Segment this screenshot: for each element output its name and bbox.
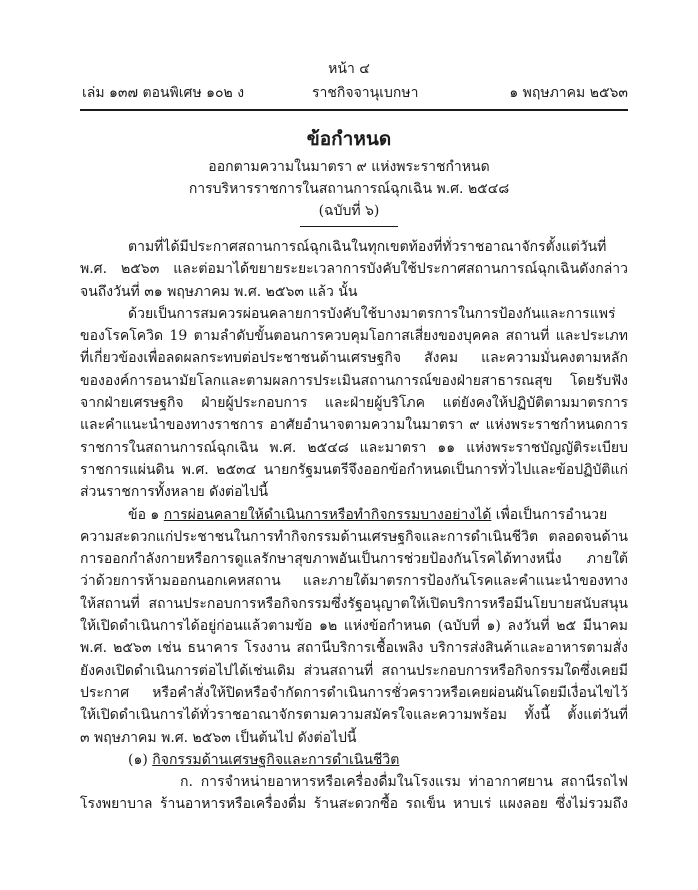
gazette-header [82,82,628,102]
paragraph-line: จากฝ่ายเศรษฐกิจ ฝ่ายผู้ประกอบการ และฝ่ายผู้บริโภค แต่ยังคงให้ปฏิบัติตามมาตรการ [80,395,628,412]
issue-number: (ฉบับที่ ๖) [318,203,380,219]
paragraph-line: ให้สถานที่ สถานประกอบการหรือกิจกรรมซึ่งรัฐอนุญาตให้เปิดบริการหรือมีนโยบายสนับสนุน [80,595,628,612]
paragraph-line: ขององค์การอนามัยโลกและตามผลการประเมินสถานการณ์ของฝ่ายสาธารณสุข โดยรับฟัง [80,372,628,389]
paragraph-line: ว่าด้วยการห้ามออกนอกเคหสถาน และภายใต้มาตรการป้องกันโรคและคำแนะนำของทาง [80,573,628,590]
paragraph-line: ประกาศ หรือคำสั่งให้ปิดหรือจำกัดการดำเนินการชั่วคราวหรือเคยผ่อนผันโดยมีเงื่อนไขไว้ [80,684,628,701]
header-rule [80,109,628,111]
clause-heading: การผ่อนคลายให้ดำเนินการหรือทำกิจกรรมบางอย่างได้ [163,506,492,523]
document-body [80,236,628,816]
document-title: ข้อกำหนด [306,128,392,150]
paragraph-line: ของโรคโควิด 19 ตามลำดับขั้นตอนการควบคุมโอกาสเสี่ยงของบุคคล สถานที่ และประเภท [80,328,628,345]
paragraph-line: และคำแนะนำของทางราชการ อาศัยอำนาจตามความในมาตรา ๙ แห่งพระราชกำหนดการ [80,417,628,434]
volume-info: เล่ม ๑๓๗ ตอนพิเศษ ๑๐๒ ง [82,85,245,101]
paragraph-line: ความสะดวกแก่ประชาชนในการทำกิจกรรมด้านเศรษฐกิจและการดำเนินชีวิต ตลอดจนด้าน [80,528,628,545]
item-number: (๑) [128,751,148,768]
paragraph-line: พ.ศ. ๒๕๖๓ เช่น ธนาคาร โรงงาน สถานีบริการเชื้อเพลิง บริการส่งสินค้าและอาหารตามสั่ง [80,640,628,657]
item-heading-line [80,749,628,771]
paragraph-line: ก. การจำหน่ายอาหารหรือเครื่องดื่มในโรงแรม ท่าอากาศยาน สถานีรถไฟ [180,774,628,791]
clause-heading-tail: เพื่อเป็นการอำนวย [495,506,608,523]
paragraph-line: ๓ พฤษภาคม พ.ศ. ๒๕๖๓ เป็นต้นไป ดังต่อไปนี้ [80,729,357,746]
publication-name: ราชกิจจานุเบกษา [312,85,419,101]
paragraph-line: ยังคงเปิดดำเนินการต่อไปได้เช่นเดิม ส่วนสถานที่ สถานประกอบการหรือกิจกรรมใดซึ่งเคยมี [80,662,628,679]
item-heading: กิจกรรมด้านเศรษฐกิจและการดำเนินชีวิต [152,751,400,768]
paragraph-line: ที่เกี่ยวข้องเพื่อลดผลกระทบต่อประชาชนด้านเศรษฐกิจ สังคม และความมั่นคงตามหลัก [80,350,628,367]
paragraph-line: ตามที่ได้มีประกาศสถานการณ์ฉุกเฉินในทุกเขตท้องที่ทั่วราชอาณาจักรตั้งแต่วันที่ [128,239,607,255]
paragraph-line: ให้เปิดดำเนินการได้ทั่วราชอาณาจักรตามความสมัครใจและความพร้อม ทั้งนี้ ตั้งแต่วันที่ [80,707,628,724]
clause-heading-line [80,504,628,526]
document-subtitle: ออกตามความในมาตรา ๙ แห่งพระราชกำหนด [208,159,490,175]
paragraph-line: การออกกำลังกายหรือการดูแลรักษาสุขภาพอันเป็นการช่วยป้องกันโรคได้ทางหนึ่ง ภายใต้ [80,551,628,568]
paragraph-line: ราชการแผ่นดิน พ.ศ. ๒๕๓๔ นายกรัฐมนตรีจึงออกข้อกำหนดเป็นการทั่วไปและข้อปฏิบัติแก่ [80,461,628,478]
paragraph-line: พ.ศ. ๒๕๖๓ และต่อมาได้ขยายระยะเวลาการบังคับใช้ประกาศสถานการณ์ฉุกเฉินดังกล่าว [80,261,628,278]
page-number: หน้า ๔ [328,61,370,77]
paragraph-line: จนถึงวันที่ ๓๑ พฤษภาคม พ.ศ. ๒๕๖๓ แล้ว นั้น [80,283,358,300]
paragraph-line: ให้เปิดดำเนินการได้อยู่ก่อนแล้วตามข้อ ๑๒ แห่งข้อกำหนด (ฉบับที่ ๑) ลงวันที่ ๒๕ มีนาคม [80,618,628,635]
publication-date: ๑ พฤษภาคม ๒๕๖๓ [509,85,628,101]
paragraph-line: ส่วนราชการทั้งหลาย ดังต่อไปนี้ [80,484,269,501]
document-subtitle: การบริหารราชการในสถานการณ์ฉุกเฉิน พ.ศ. ๒๕๔๘ [188,181,510,197]
paragraph-line: โรงพยาบาล ร้านอาหารหรือเครื่องดื่ม ร้านสะดวกซื้อ รถเข็น หาบเร่ แผงลอย ซึ่งไม่รวมถึง [80,796,628,813]
clause-number: ข้อ ๑ [128,506,160,523]
title-underline [300,226,398,227]
paragraph-line: ราชการในสถานการณ์ฉุกเฉิน พ.ศ. ๒๕๔๘ และมาตรา ๑๑ แห่งพระราชบัญญัติระเบียบ [80,439,628,456]
paragraph-line: ด้วยเป็นการสมควรผ่อนคลายการบังคับใช้บางมาตรการในการป้องกันและการแพร่ [128,305,616,322]
